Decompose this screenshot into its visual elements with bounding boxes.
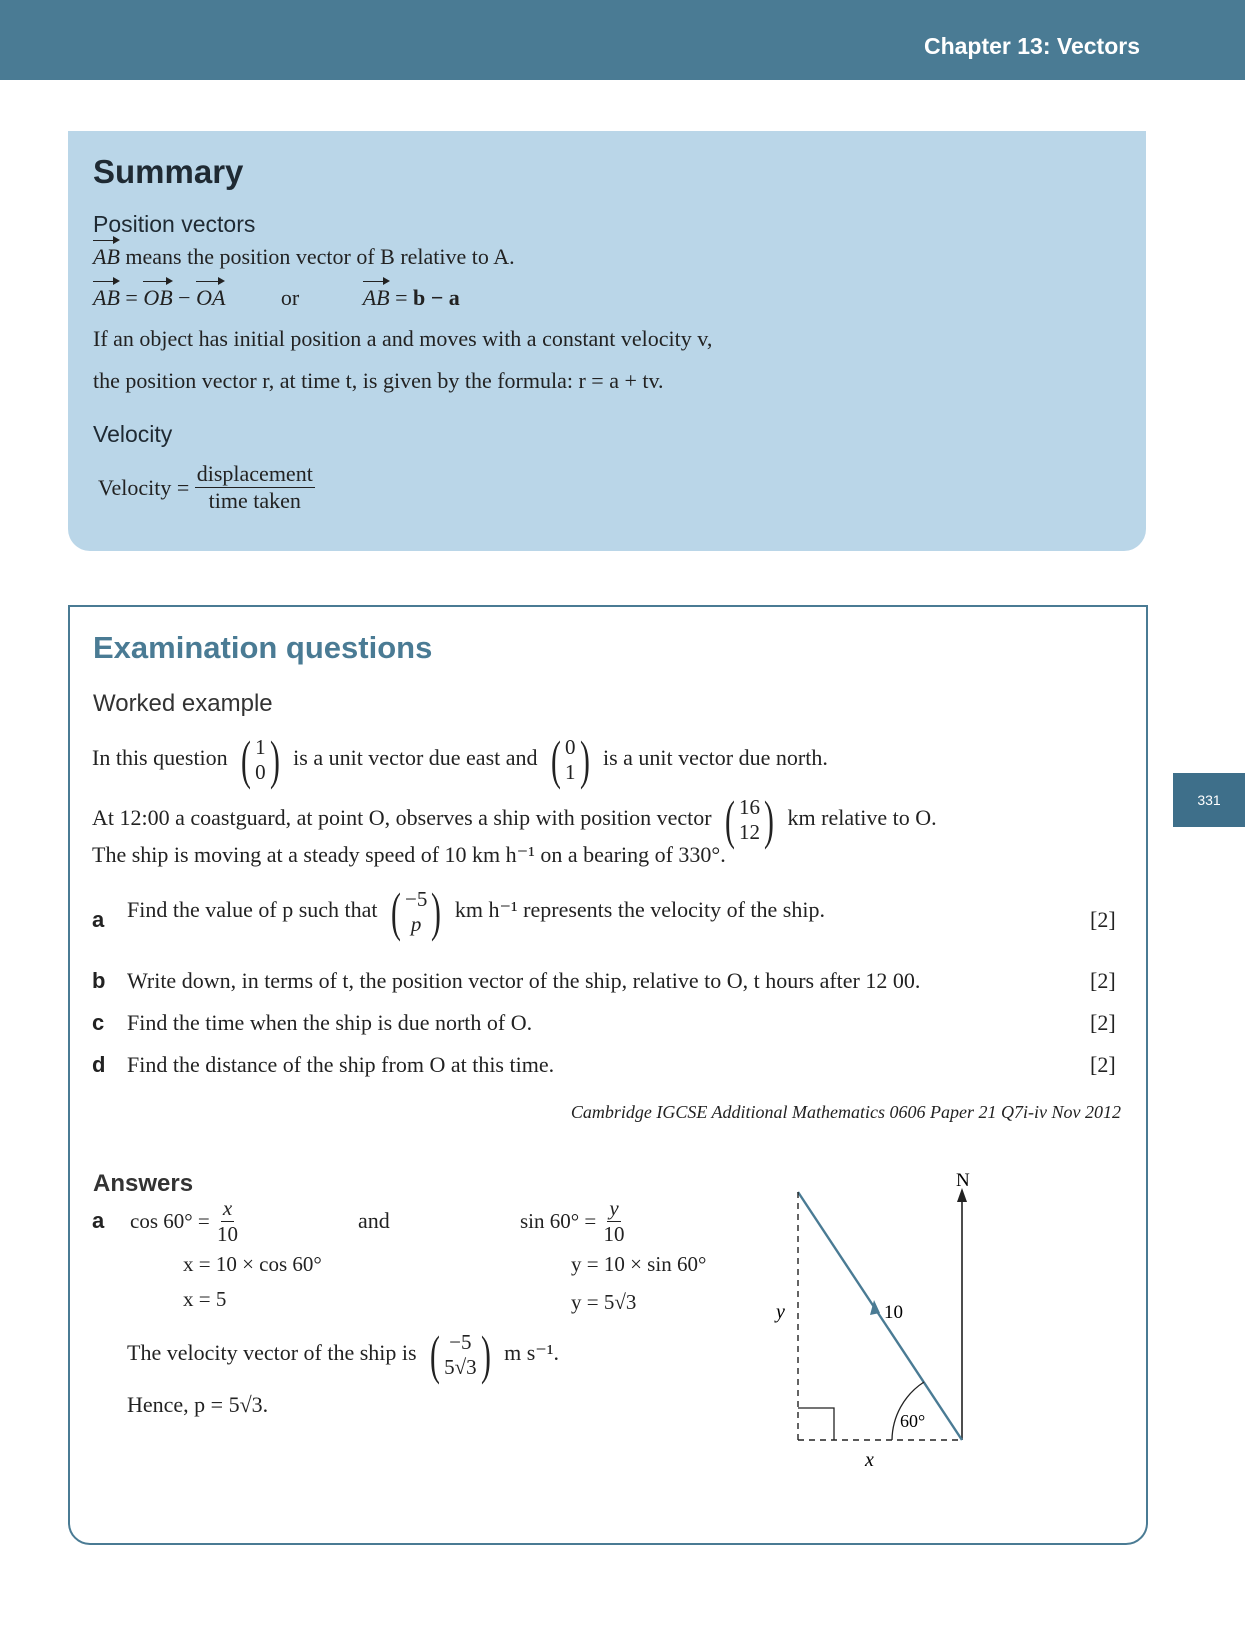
velocity-label: Velocity = xyxy=(98,474,190,500)
velocity-formula xyxy=(98,461,315,515)
or-word: or xyxy=(280,285,300,310)
velocity-answer-vector: ( −5 5√3 ) xyxy=(430,1325,491,1385)
coastguard-text-a: At 12:00 a coastguard, at point O, observes a ship with position vector xyxy=(92,805,712,831)
vector-ab: AB xyxy=(93,285,120,310)
question-d-letter: d xyxy=(92,1052,106,1077)
angle-label: 60° xyxy=(900,1411,926,1431)
north-unit-vector: ( 0 1 ) xyxy=(551,730,590,790)
position-vector-definition xyxy=(93,244,515,270)
fraction-numerator: displacement xyxy=(195,461,315,488)
velocity-triangle-diagram xyxy=(770,1170,990,1480)
magnitude-label: 10 xyxy=(884,1302,903,1323)
answers-heading: Answers xyxy=(93,1170,194,1197)
east-unit-vector: ( 1 0 ) xyxy=(241,730,280,790)
question-a-text xyxy=(127,882,825,942)
answer-a-letter: a xyxy=(92,1208,105,1233)
x-label: x xyxy=(865,1449,874,1471)
question-a-part2: km h⁻¹ represents the velocity of the ship. xyxy=(454,897,825,923)
intro-text-b: is a unit vector due east and xyxy=(293,745,538,771)
question-d-text: Find the distance of the ship from O at this time. xyxy=(127,1052,555,1077)
intro-line xyxy=(92,730,828,790)
velocity-line xyxy=(798,1192,962,1440)
velocity-answer-text: The velocity vector of the ship is xyxy=(127,1340,417,1366)
coastguard-line xyxy=(92,790,937,850)
velocity-answer-line xyxy=(127,1325,559,1385)
cos-fraction: $\frac{x}{10}$ xyxy=(216,1196,238,1247)
definition-text: means the position vector of B relative to A. xyxy=(125,244,515,269)
coastguard-text-b: km relative to O. xyxy=(787,805,937,831)
sin-line-3: y = 5√3 xyxy=(571,1290,637,1314)
vector-ob: OB xyxy=(143,285,173,310)
velocity-vector: ( −5 p ) xyxy=(391,882,442,942)
cos-line-3: x = 5 xyxy=(183,1287,227,1311)
ship-position-vector: ( 16 12 ) xyxy=(725,790,774,850)
page-number-tab: 331 xyxy=(1173,773,1245,827)
north-label: N xyxy=(956,1170,970,1191)
velocity-heading: Velocity xyxy=(93,421,173,447)
motion-line-1: If an object has initial position a and moves with a constant velocity v, xyxy=(93,326,713,351)
speed-line: The ship is moving at a steady speed of 10 km h⁻¹ on a bearing of 330°. xyxy=(92,842,726,867)
question-a-part1: Find the value of p such that xyxy=(127,897,378,923)
worked-example-heading: Worked example xyxy=(93,690,273,717)
cos-lhs: cos 60° = xyxy=(130,1209,210,1234)
summary-title: Summary xyxy=(93,153,244,190)
b-minus-a: b − a xyxy=(413,285,460,310)
summary-box xyxy=(68,131,1146,551)
intro-text-a: In this question xyxy=(92,745,228,771)
question-c-text: Find the time when the ship is due north of O. xyxy=(127,1010,533,1035)
velocity-fraction xyxy=(195,461,315,515)
sin-lhs: sin 60° = xyxy=(520,1209,597,1234)
question-d-marks: [2] xyxy=(1090,1052,1116,1077)
sin-equation xyxy=(520,1196,627,1247)
right-angle-mark xyxy=(798,1408,834,1440)
cos-equation xyxy=(130,1196,240,1247)
position-vectors-heading: Position vectors xyxy=(93,211,256,237)
question-b-marks: [2] xyxy=(1090,968,1116,993)
velocity-unit: m s⁻¹. xyxy=(504,1340,559,1366)
sin-fraction: $\frac{y}{10}$ xyxy=(603,1196,625,1247)
question-a-marks: [2] xyxy=(1090,907,1116,932)
chapter-title: Chapter 13: Vectors xyxy=(923,33,1140,59)
question-b-text: Write down, in terms of t, the position vector of the ship, relative to O, t hours after 12 00. xyxy=(127,968,921,993)
vector-subtraction-formula: AB = OB − OA or AB = b − a xyxy=(93,285,460,310)
and-word: and xyxy=(358,1208,390,1233)
vector-oa: OA xyxy=(196,285,226,310)
fraction-denominator: time taken xyxy=(208,488,301,514)
vector-ab: AB xyxy=(362,285,390,310)
motion-line-2: the position vector r, at time t, is given by the formula: r = a + tv. xyxy=(93,368,664,393)
question-c-letter: c xyxy=(92,1010,105,1035)
sin-line-2: y = 10 × sin 60° xyxy=(571,1252,707,1276)
source-citation: Cambridge IGCSE Additional Mathematics 0606 Paper 21 Q7i-iv Nov 2012 xyxy=(570,1102,1121,1122)
vector-ab: AB xyxy=(93,244,120,269)
cos-line-2: x = 10 × cos 60° xyxy=(183,1252,322,1276)
question-b-letter: b xyxy=(92,968,106,993)
exam-title: Examination questions xyxy=(93,630,433,665)
y-label: y xyxy=(776,1301,785,1323)
question-a-letter: a xyxy=(92,907,105,932)
hence-line: Hence, p = 5√3. xyxy=(127,1392,269,1417)
question-c-marks: [2] xyxy=(1090,1010,1116,1035)
chapter-header-bar xyxy=(0,0,1245,80)
intro-text-c: is a unit vector due north. xyxy=(602,745,828,771)
